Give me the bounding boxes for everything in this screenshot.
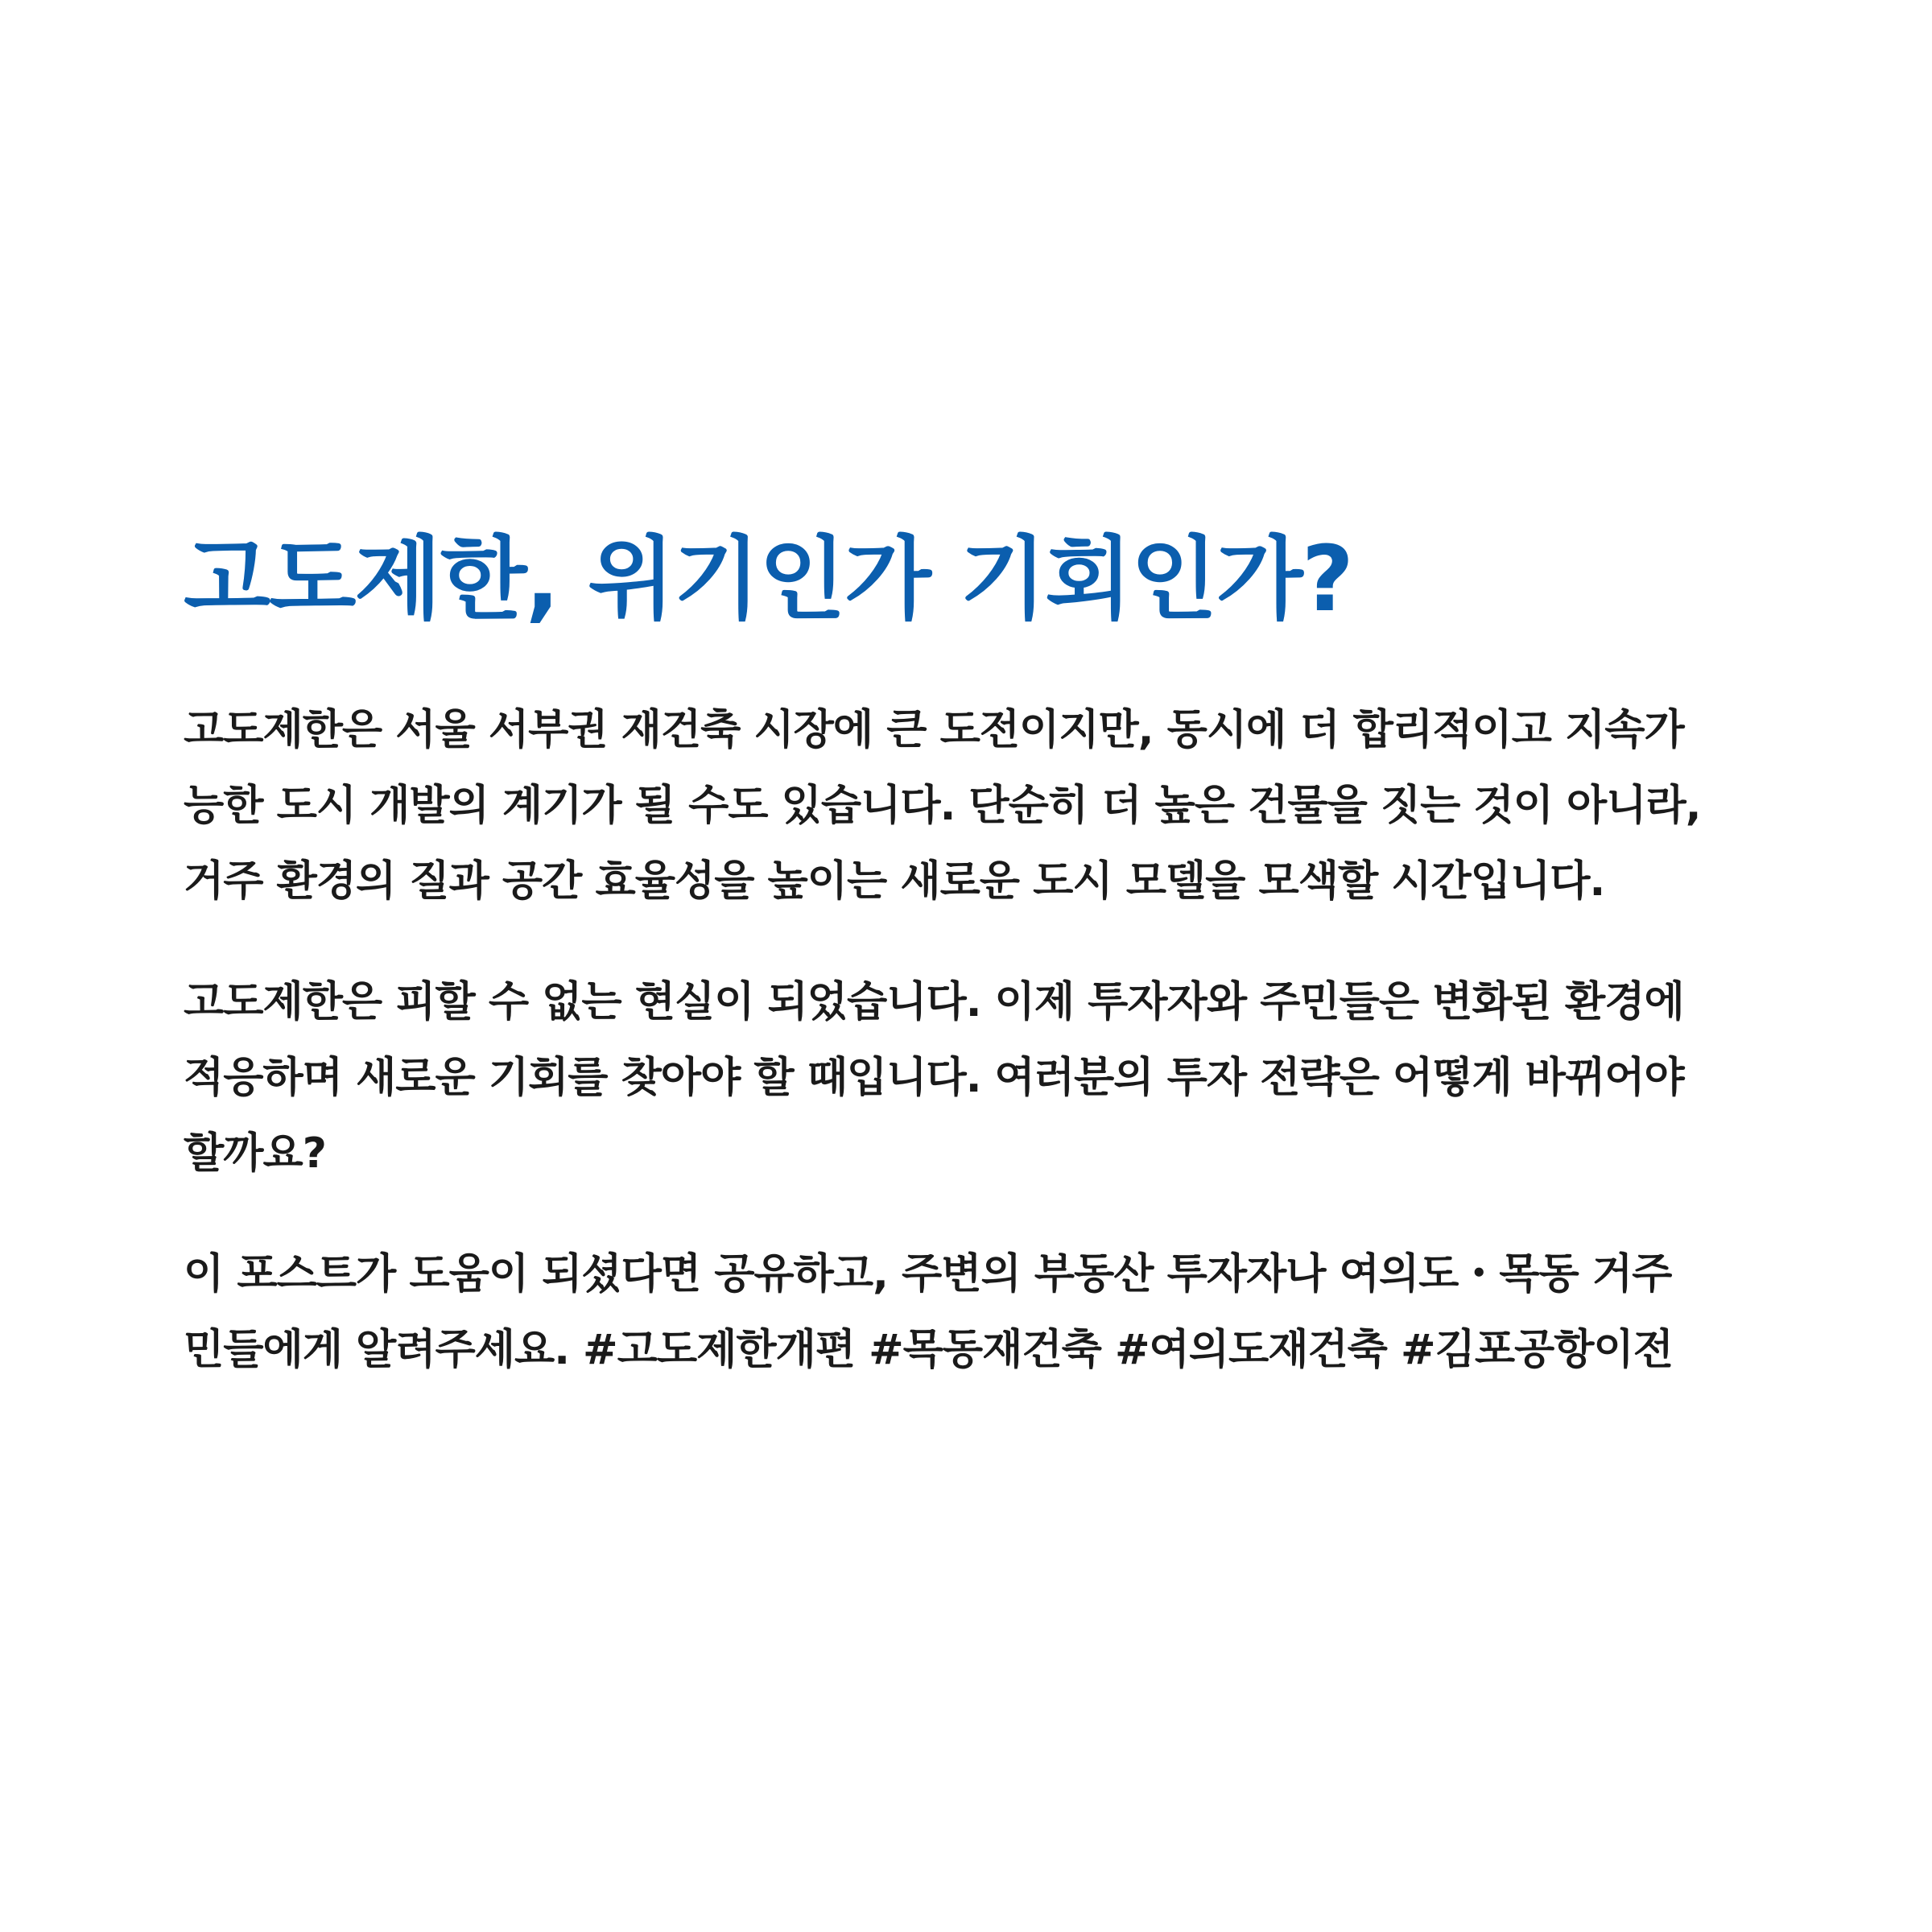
paragraph-line: 적응하며 새로운 기회를 찾아야 할 때입니다. 여러분의 투자 전략은 어떻게 바뀌어야 <box>184 1054 1684 1102</box>
paragraph-share-cta <box>184 1236 1761 1388</box>
paragraph-line: 능한 도시 개발의 계기가 될 수도 있습니다. 단순히 더 높은 건물을 짓는 것이 아니라, <box>184 782 1701 830</box>
paragraph-line: 거주 환경의 질과 공간 효율성을 높이는 새로운 도시 모델을 모색할 시간입니다. <box>184 857 1605 906</box>
paragraph-line: 할까요? <box>184 1129 326 1178</box>
page-title: 고도제한, 위기인가 기회인가? <box>184 527 1352 632</box>
paragraph-reality <box>184 964 1761 1191</box>
paragraph-line: 민들에게 알려주세요. #고도제한개편 #목동재건축 #여의도재건축 #김포공항이전 <box>184 1326 1673 1374</box>
paragraph-line: 이 포스트가 도움이 되셨다면 공유하고, 주변의 부동산 투자자나 여의도・목동 거주 <box>184 1250 1672 1298</box>
paragraph-intro <box>184 692 1761 919</box>
paragraph-line: 고도제한은 서울 서부권 재건축 시장에 큰 도전이지만, 동시에 더 합리적이고 지속가 <box>184 706 1684 754</box>
post-content <box>184 523 1761 1388</box>
paragraph-line: 고도제한은 피할 수 없는 현실이 되었습니다. 이제 투자자와 주민들은 변화된 환경에 <box>184 978 1684 1026</box>
